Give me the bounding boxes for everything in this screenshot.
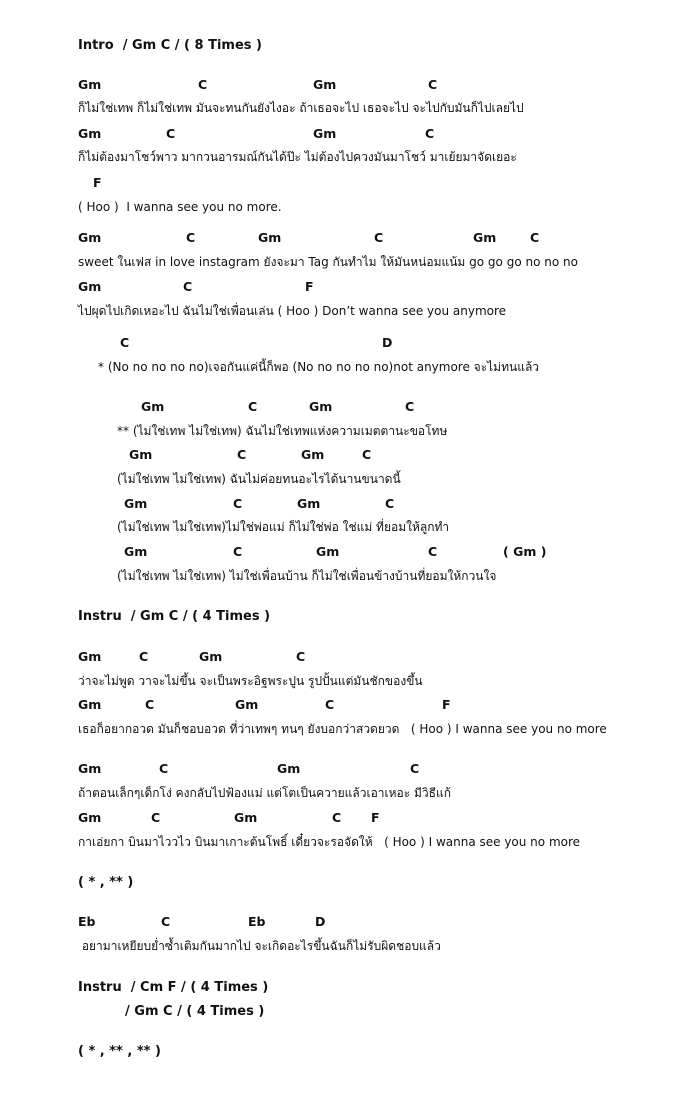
chord: Eb bbox=[78, 914, 96, 929]
chord: Gm bbox=[473, 230, 497, 245]
chord: C bbox=[410, 761, 420, 776]
chord: C bbox=[428, 544, 438, 559]
chord: D bbox=[315, 914, 326, 929]
lyric-line: กาเอ่ยกา บินมาไววไว บินมาเกาะต้นโพธิ์ เดี๋ยวจะรอจัดให้ ( Hoo ) I wanna see you no more bbox=[78, 835, 581, 849]
chord: Gm bbox=[313, 77, 337, 92]
lyric-line: (ไม่ใช่เทพ ไม่ใช่เทพ)ไม่ใช่พ่อแม่ ก็ไม่ใช่พ่อ ใช่แม่ ที่ยอมให้ลูกทำ bbox=[117, 520, 450, 534]
lyric-line: ถ้าตอนเล็กๆเด็กโง่ คงกลับไปฟ้องแม่ แต่โตเป็นควายแล้วเอาเหอะ มีวิธีแก้ bbox=[78, 786, 451, 800]
chord: C bbox=[198, 77, 208, 92]
chord: Gm bbox=[234, 810, 258, 825]
chord: C bbox=[362, 447, 372, 462]
chord: C bbox=[166, 126, 176, 141]
chord: Gm bbox=[78, 697, 102, 712]
chord: C bbox=[332, 810, 342, 825]
lyric-line: (ไม่ใช่เทพ ไม่ใช่เทพ) ไม่ใช่เพื่อนบ้าน ก็ไม่ใช่เพื่อนข้างบ้านที่ยอมให้กวนใจ bbox=[117, 569, 497, 583]
chord: ( Gm ) bbox=[503, 544, 547, 559]
lyric-line: ว่าจะไม่พูด วาจะไม่ขึ้น จะเป็นพระอิฐพระปูน รูปปั้นแต่มันชักของขึ้น bbox=[78, 674, 423, 688]
chord: C bbox=[183, 279, 193, 294]
lyric-line: ( Hoo ) I wanna see you no more. bbox=[78, 200, 282, 214]
chord: C bbox=[248, 399, 258, 414]
lyric-line: sweet ในเฟส in love instagram ยังจะมา Tag กันทำไม ให้มันหน่อมแน้ม go go go no no no bbox=[78, 255, 578, 269]
repeat-marker: ( * , ** , ** ) bbox=[78, 1044, 161, 1059]
chord: C bbox=[374, 230, 384, 245]
chord: Gm bbox=[124, 496, 148, 511]
chord: Gm bbox=[301, 447, 325, 462]
chord: Gm bbox=[313, 126, 337, 141]
chord: C bbox=[385, 496, 395, 511]
chord: C bbox=[428, 77, 438, 92]
chord: C bbox=[161, 914, 171, 929]
chord: C bbox=[233, 544, 243, 559]
chord: Gm bbox=[78, 649, 102, 664]
section-instru-cont: / Gm C / ( 4 Times ) bbox=[125, 1004, 265, 1019]
chord: Gm bbox=[297, 496, 321, 511]
lyric-line: อยามาเหยียบย่ำซ้ำเติมกันมากไป จะเกิดอะไรขึ้นฉันก็ไม่รับผิดชอบแล้ว bbox=[78, 939, 441, 953]
chord: C bbox=[186, 230, 196, 245]
chord: Gm bbox=[129, 447, 153, 462]
lyric-line: (ไม่ใช่เทพ ไม่ใช่เทพ) ฉันไม่ค่อยทนอะไรได้นานขนาดนี้ bbox=[117, 472, 401, 486]
chord: Gm bbox=[199, 649, 223, 664]
section-intro: Intro / Gm C / ( 8 Times ) bbox=[78, 38, 262, 53]
lyric-line: เธอก็อยากอวด มันก็ชอบอวด ที่ว่าเทพๆ ทนๆ ยังบอกว่าสวดยวด ( Hoo ) I wanna see you no more bbox=[78, 722, 607, 736]
lyric-line: ** (ไม่ใช่เทพ ไม่ใช่เทพ) ฉันไม่ใช่เทพแห่งความเมตตานะขอโทษ bbox=[117, 424, 448, 438]
chord: Gm bbox=[78, 230, 102, 245]
chord: C bbox=[325, 697, 335, 712]
lyric-line: ก็ไม่ต้องมาโชว์พาว มากวนอารมณ์กันได้ป๊ะ ไม่ต้องไปควงมันมาโชว์ มาเย้ยมาจัดเยอะ bbox=[78, 150, 517, 164]
chord: C bbox=[296, 649, 306, 664]
chord: C bbox=[425, 126, 435, 141]
chord: Gm bbox=[141, 399, 165, 414]
repeat-marker: ( * , ** ) bbox=[78, 875, 134, 890]
chord: D bbox=[382, 335, 393, 350]
section-instru: Instru / Cm F / ( 4 Times ) bbox=[78, 980, 269, 995]
chord: Gm bbox=[78, 761, 102, 776]
chord: Gm bbox=[235, 697, 259, 712]
chord: F bbox=[442, 697, 451, 712]
chord: C bbox=[159, 761, 169, 776]
chord: Gm bbox=[316, 544, 340, 559]
chord: Gm bbox=[258, 230, 282, 245]
chord: Gm bbox=[277, 761, 301, 776]
chord: C bbox=[120, 335, 130, 350]
lyric-line: ไปผุดไปเกิดเหอะไป ฉันไม่ใช่เพื่อนเล่น ( Hoo ) Don’t wanna see you anymore bbox=[78, 304, 507, 318]
chord: C bbox=[151, 810, 161, 825]
chord: Gm bbox=[78, 77, 102, 92]
chord: F bbox=[93, 175, 102, 190]
chord: Gm bbox=[309, 399, 333, 414]
chord: C bbox=[233, 496, 243, 511]
chord: C bbox=[530, 230, 540, 245]
chord: Gm bbox=[78, 126, 102, 141]
chord: Gm bbox=[124, 544, 148, 559]
chord: C bbox=[145, 697, 155, 712]
lyric-line: * (No no no no no)เจอกันแค่นี้ก็พอ (No no no no no)not anymore จะไม่ทนแล้ว bbox=[98, 360, 540, 374]
chord: C bbox=[237, 447, 247, 462]
chord: F bbox=[305, 279, 314, 294]
chord: Eb bbox=[248, 914, 266, 929]
chord: C bbox=[405, 399, 415, 414]
chord: F bbox=[371, 810, 380, 825]
chord: Gm bbox=[78, 810, 102, 825]
chord: Gm bbox=[78, 279, 102, 294]
chord: C bbox=[139, 649, 149, 664]
lyric-line: ก็ไม่ใช่เทพ ก็ไม่ใช่เทพ มันจะทนกันยังไงอะ ถ้าเธอจะไป เธอจะไป จะไปกับมันก็ไปเลยไป bbox=[78, 101, 524, 115]
section-instru: Instru / Gm C / ( 4 Times ) bbox=[78, 609, 271, 624]
